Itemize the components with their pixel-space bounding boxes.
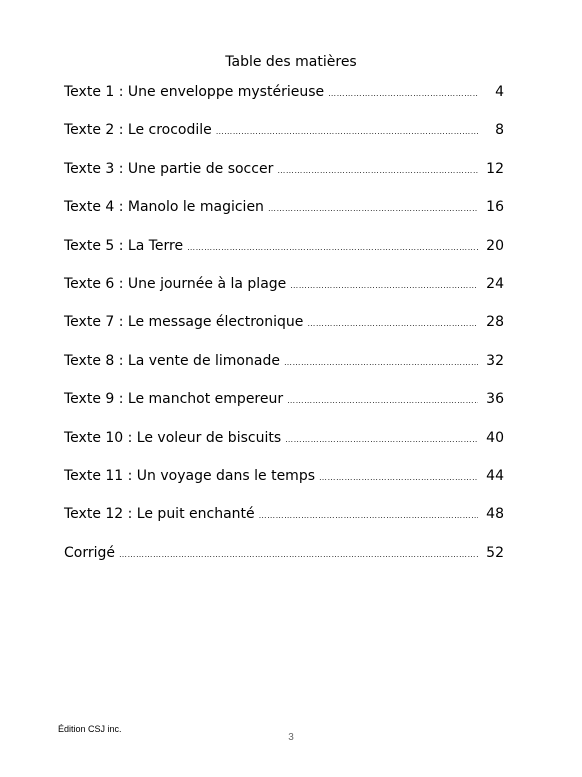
toc-entry-page: 40 bbox=[486, 429, 504, 446]
toc-entry-page: 4 bbox=[495, 84, 504, 100]
toc-entry bbox=[64, 199, 504, 237]
toc-dot-leader bbox=[277, 166, 478, 175]
toc-entry bbox=[64, 506, 504, 544]
toc-entry-page: 12 bbox=[486, 160, 504, 177]
toc-dot-leader bbox=[328, 89, 478, 98]
toc-entry-label: Texte 6 : Une journée à la plage bbox=[64, 275, 287, 292]
toc-entry-page: 8 bbox=[495, 122, 504, 139]
toc-entry-page: 36 bbox=[486, 391, 504, 408]
toc-entry-label: Texte 12 : Le puit enchanté bbox=[64, 506, 255, 523]
toc-entry-page: 44 bbox=[486, 467, 504, 484]
toc-entry-label: Texte 2 : Le crocodile bbox=[64, 122, 212, 139]
toc-entry-page: 28 bbox=[486, 314, 504, 331]
toc-entry-label: Texte 11 : Un voyage dans le temps bbox=[64, 467, 316, 484]
toc-entry-label: Texte 8 : La vente de limonade bbox=[64, 352, 280, 369]
toc-list bbox=[64, 84, 504, 583]
toc-dot-leader bbox=[319, 473, 478, 482]
toc-entry-page: 24 bbox=[486, 275, 504, 292]
footer-page-number: 3 bbox=[288, 732, 294, 743]
toc-entry-page: 16 bbox=[486, 199, 504, 216]
toc-entry bbox=[64, 468, 504, 506]
toc-dot-leader bbox=[307, 319, 478, 328]
toc-dot-leader bbox=[216, 127, 478, 136]
toc-dot-leader bbox=[268, 204, 478, 213]
toc-entry-label: Texte 10 : Le voleur de biscuits bbox=[64, 429, 282, 446]
toc-entry bbox=[64, 353, 504, 391]
toc-entry-label: Corrigé bbox=[64, 544, 115, 561]
toc-entry-label: Texte 5 : La Terre bbox=[64, 237, 184, 254]
toc-entry bbox=[64, 545, 504, 583]
toc-entry-label: Texte 1 : Une enveloppe mystérieuse bbox=[64, 84, 325, 100]
toc-dot-leader bbox=[259, 511, 478, 520]
footer-publisher: Édition CSJ inc. bbox=[58, 724, 122, 734]
toc-entry-page: 52 bbox=[486, 544, 504, 561]
toc-entry bbox=[64, 238, 504, 276]
toc-entry bbox=[64, 122, 504, 160]
toc-dot-leader bbox=[284, 358, 478, 367]
toc-entry bbox=[64, 276, 504, 314]
toc-entry-label: Texte 9 : Le manchot empereur bbox=[64, 391, 284, 408]
toc-entry bbox=[64, 391, 504, 429]
toc-entry-page: 48 bbox=[486, 506, 504, 523]
toc-title: Table des matières bbox=[225, 54, 357, 70]
toc-entry bbox=[64, 430, 504, 468]
toc-dot-leader bbox=[119, 550, 478, 559]
toc-entry-page: 32 bbox=[486, 352, 504, 369]
toc-dot-leader bbox=[187, 243, 478, 252]
toc-entry-label: Texte 3 : Une partie de soccer bbox=[64, 160, 274, 177]
toc-entry-label: Texte 7 : Le message électronique bbox=[64, 314, 304, 331]
toc-entry-label: Texte 4 : Manolo le magicien bbox=[64, 199, 264, 216]
toc-entry bbox=[64, 84, 504, 122]
toc-dot-leader bbox=[285, 435, 478, 444]
toc-entry bbox=[64, 161, 504, 199]
toc-dot-leader bbox=[287, 396, 478, 405]
toc-dot-leader bbox=[290, 281, 478, 290]
toc-entry-page: 20 bbox=[486, 237, 504, 254]
toc-entry bbox=[64, 314, 504, 352]
